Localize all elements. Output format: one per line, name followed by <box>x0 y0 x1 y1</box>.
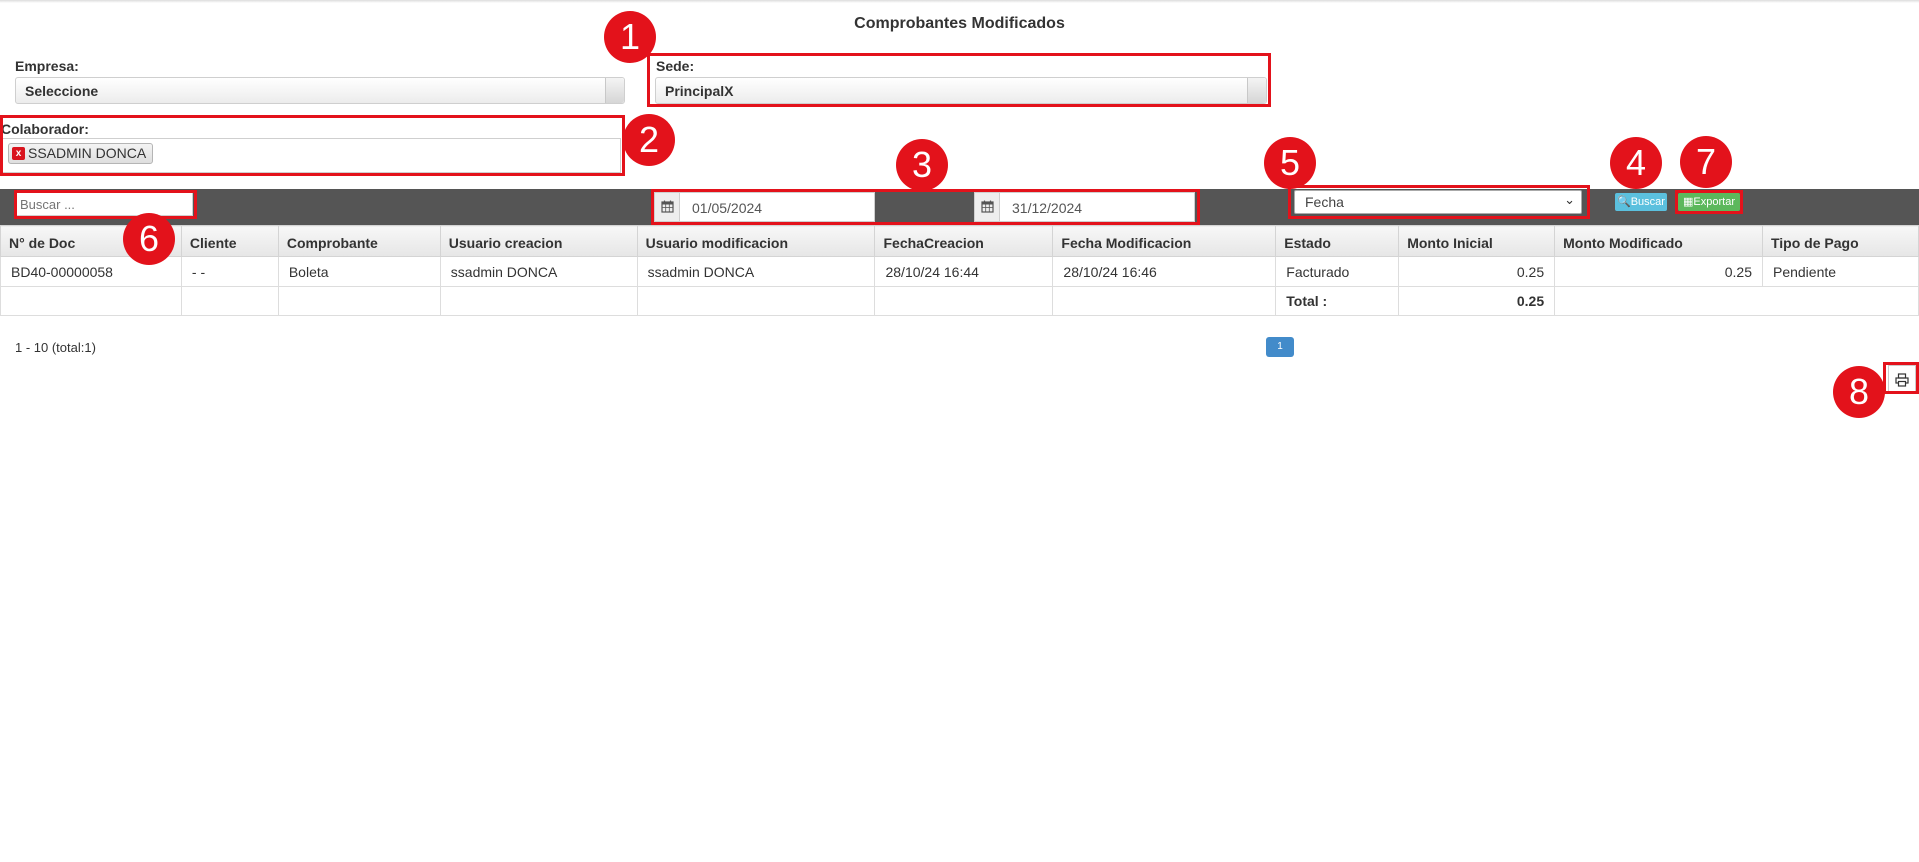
table-cell: ssadmin DONCA <box>637 257 875 287</box>
colaborador-label: Colaborador: <box>1 121 89 137</box>
col-header[interactable]: Fecha Modificacion <box>1053 226 1276 257</box>
sede-label: Sede: <box>656 58 695 74</box>
calendar-icon[interactable] <box>655 193 680 221</box>
col-header[interactable]: Usuario modificacion <box>637 226 875 257</box>
annotation-badge: 2 <box>623 114 675 166</box>
search-icon: 🔍 <box>1617 196 1631 208</box>
total-label: Total : <box>1276 287 1399 316</box>
print-icon <box>1895 371 1909 387</box>
col-header[interactable]: FechaCreacion <box>875 226 1053 257</box>
page-button-1[interactable]: 1 <box>1266 337 1294 357</box>
exportar-button[interactable] <box>1678 193 1740 211</box>
table-cell: Pendiente <box>1762 257 1918 287</box>
buscar-button[interactable] <box>1615 193 1667 211</box>
annotation-badge: 6 <box>123 213 175 265</box>
empresa-select-value: Seleccione <box>25 83 99 99</box>
col-header[interactable]: Monto Inicial <box>1399 226 1555 257</box>
col-header[interactable]: Estado <box>1276 226 1399 257</box>
sede-select[interactable] <box>655 77 1267 104</box>
exportar-label: Exportar <box>1693 196 1735 208</box>
annotation-badge: 3 <box>896 139 948 191</box>
col-header[interactable]: Tipo de Pago <box>1762 226 1918 257</box>
table-cell: Boleta <box>278 257 440 287</box>
excel-icon: ▦ <box>1683 196 1694 208</box>
annotation-badge: 1 <box>604 11 656 63</box>
table-cell: BD40-00000058 <box>1 257 182 287</box>
empresa-select-arrow[interactable] <box>605 78 624 103</box>
table-cell: 0.25 <box>1555 257 1763 287</box>
colaborador-tag-label: SSADMIN DONCA <box>28 145 147 161</box>
calendar-icon[interactable] <box>975 193 1000 221</box>
col-header[interactable]: Cliente <box>181 226 278 257</box>
print-button[interactable] <box>1888 365 1916 394</box>
table-total-row <box>1 287 1919 316</box>
date-to-field[interactable] <box>974 192 1195 222</box>
pagination-info: 1 - 10 (total:1) <box>15 340 96 355</box>
col-header[interactable]: Monto Modificado <box>1555 226 1763 257</box>
annotation-badge: 5 <box>1264 137 1316 189</box>
colaborador-tag <box>8 143 153 164</box>
results-table <box>0 225 1919 316</box>
top-divider <box>0 0 1919 3</box>
table-row[interactable] <box>1 257 1919 287</box>
table-cell: Facturado <box>1276 257 1399 287</box>
sede-select-arrow[interactable] <box>1247 78 1266 103</box>
table-cell: 28/10/24 16:44 <box>875 257 1053 287</box>
date-to-value: 31/12/2024 <box>1012 200 1083 216</box>
table-cell: - - <box>181 257 278 287</box>
annotation-badge: 7 <box>1680 136 1732 188</box>
buscar-label: Buscar <box>1630 196 1665 208</box>
empresa-select[interactable] <box>15 77 625 104</box>
col-header[interactable]: Comprobante <box>278 226 440 257</box>
order-by-select[interactable] <box>1294 190 1582 214</box>
table-cell: ssadmin DONCA <box>440 257 637 287</box>
col-header[interactable]: Usuario creacion <box>440 226 637 257</box>
table-header-row <box>1 226 1919 257</box>
empresa-label: Empresa: <box>15 58 79 74</box>
page-title: Comprobantes Modificados <box>854 15 1065 32</box>
annotation-badge: 4 <box>1610 137 1662 189</box>
date-from-value: 01/05/2024 <box>692 200 763 216</box>
table-cell: 28/10/24 16:46 <box>1053 257 1276 287</box>
order-by-value: Fecha <box>1305 194 1344 210</box>
date-from-field[interactable] <box>654 192 875 222</box>
table-cell: 0.25 <box>1399 257 1555 287</box>
sede-select-value: PrincipalX <box>665 83 734 99</box>
search-input[interactable] <box>16 192 193 216</box>
col-header[interactable]: N° de Doc <box>1 226 182 257</box>
annotation-badge: 8 <box>1833 366 1885 418</box>
chevron-down-icon: ⌄ <box>1564 192 1575 207</box>
remove-tag-icon[interactable]: x <box>12 147 25 160</box>
colaborador-multiselect[interactable] <box>2 138 621 173</box>
total-value: 0.25 <box>1399 287 1555 316</box>
